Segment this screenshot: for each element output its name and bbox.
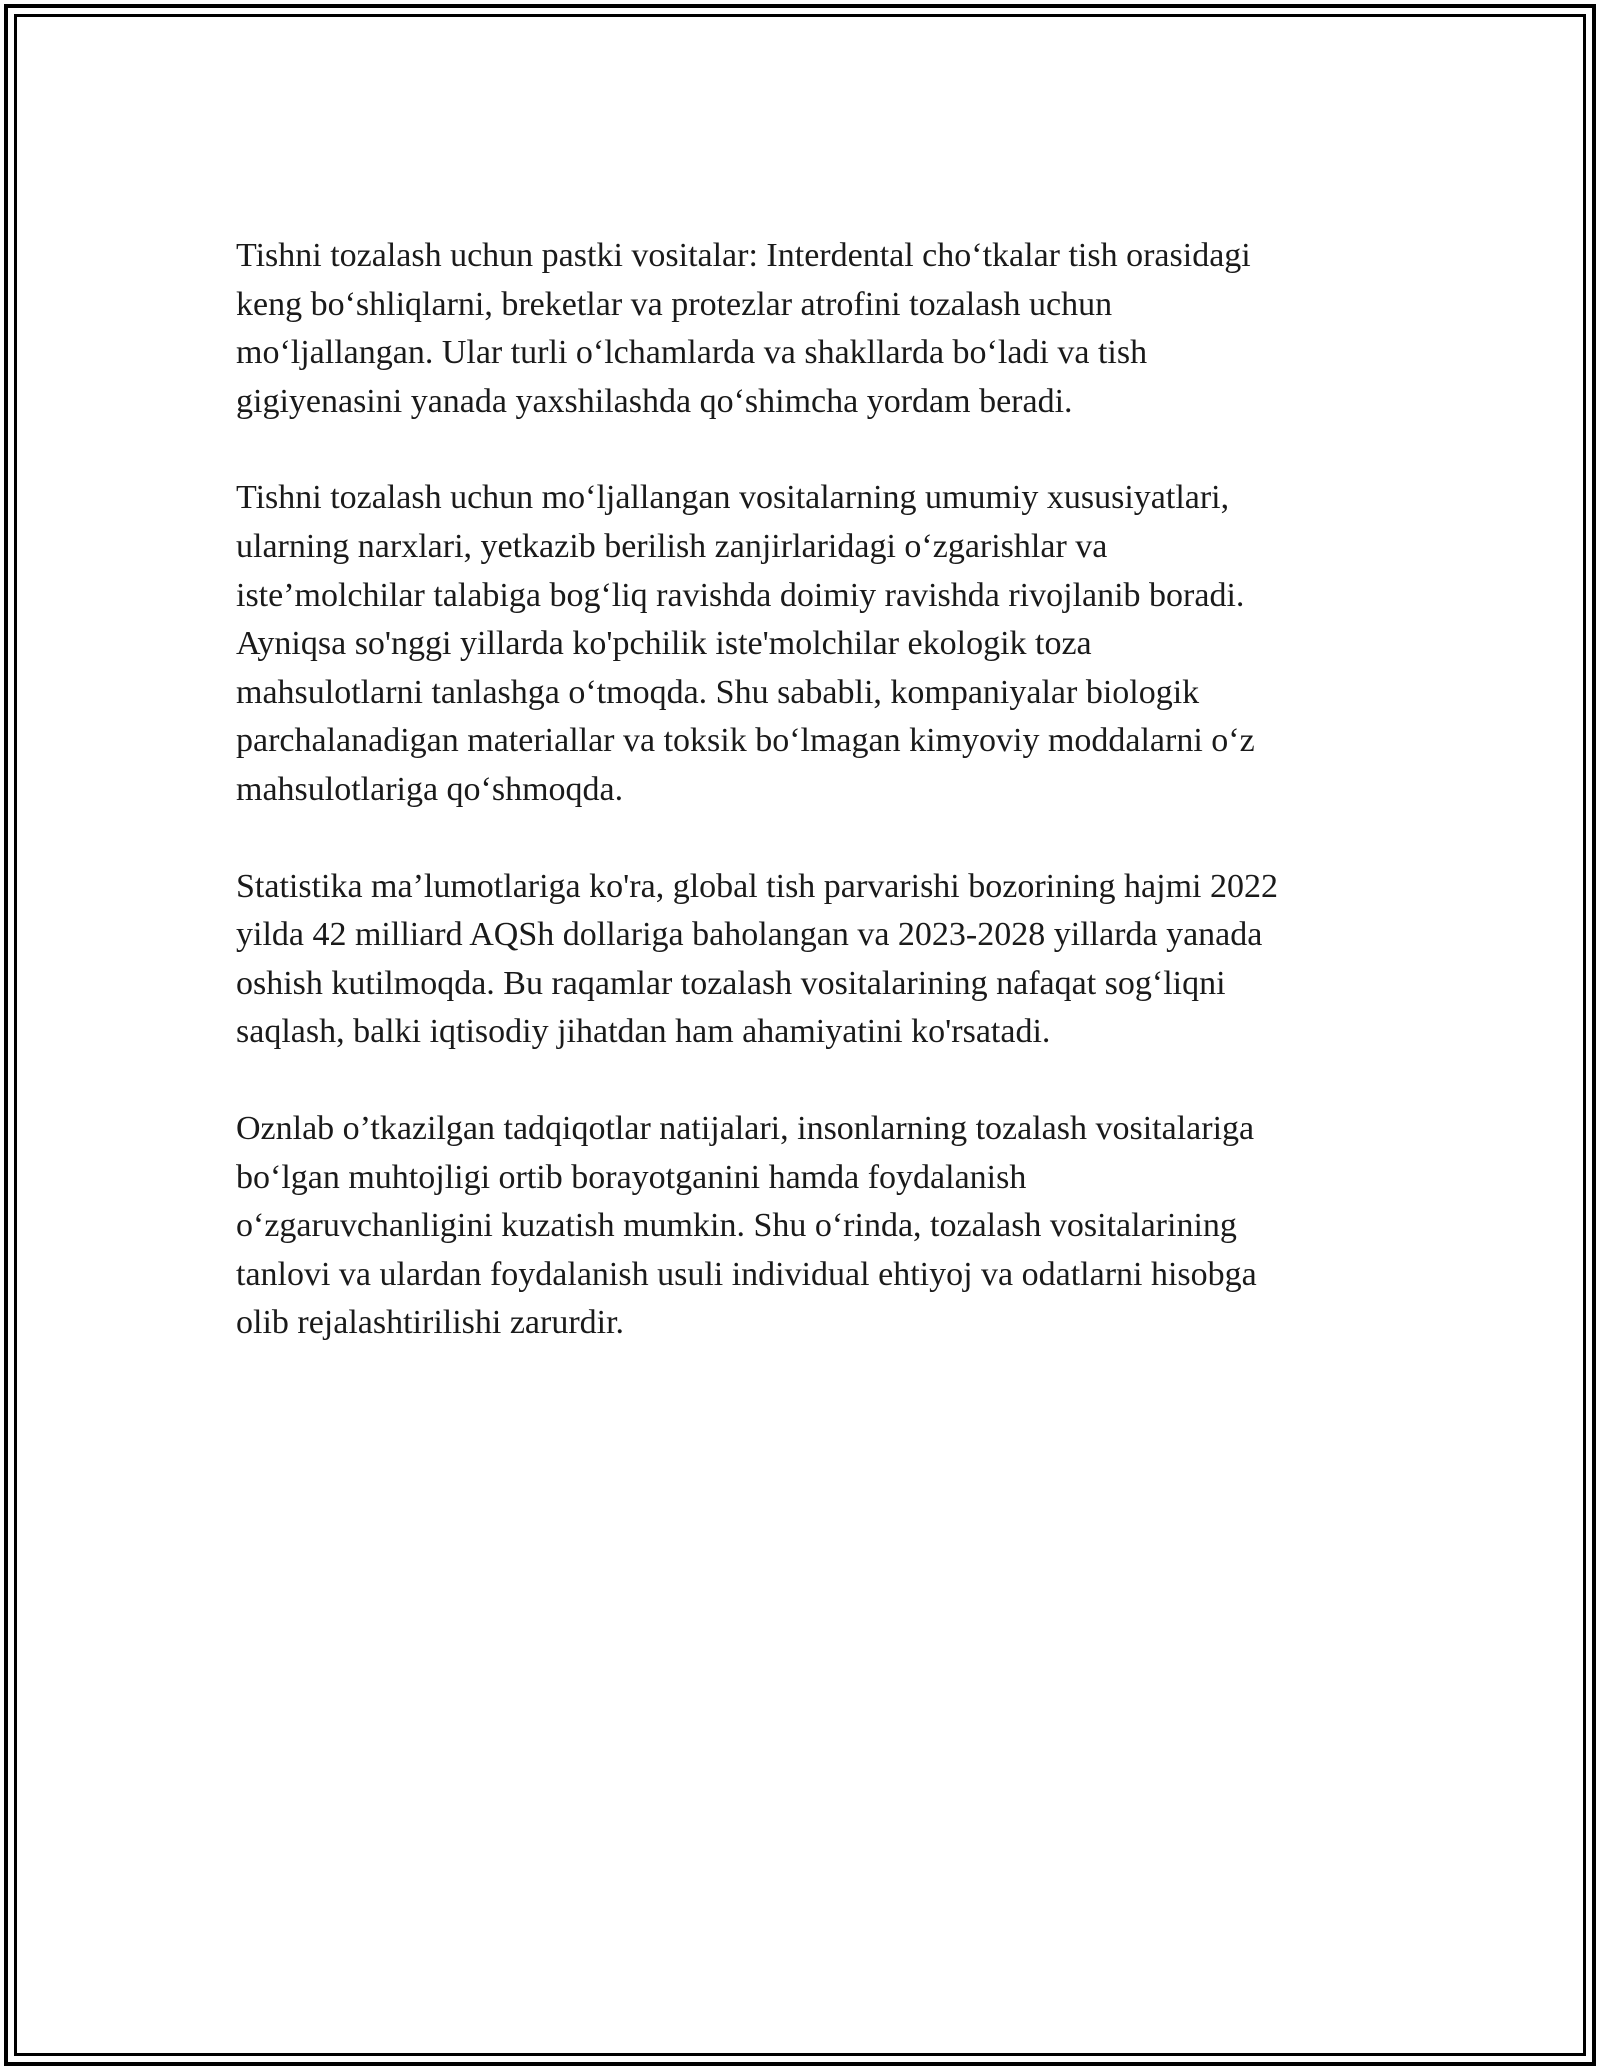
- paragraph-research-results: [236, 1105, 1366, 1348]
- text-line: mahsulotlarni tanlashga o‘tmoqda. Shu sababli, kompaniyalar biologik: [236, 673, 1200, 711]
- text-line: yilda 42 milliard AQSh dollariga baholangan va 2023-2028 yillarda yanada: [236, 916, 1263, 954]
- text-line: Tishni tozalash uchun mo‘ljallangan vositalarning umumiy xususiyatlari,: [236, 479, 1230, 517]
- text-line: gigiyenasini yanada yaxshilashda qo‘shimcha yordam beradi.: [236, 382, 1073, 420]
- text-line: o‘zgaruvchanligini kuzatish mumkin. Shu o‘rinda, tozalash vositalarining: [236, 1207, 1237, 1245]
- text-line: ularning narxlari, yetkazib berilish zanjirlaridagi o‘zgarishlar va: [236, 527, 1108, 565]
- text-line: Statistika ma’lumotlariga ko'ra, global tish parvarishi bozorining hajmi 2022: [236, 867, 1278, 905]
- text-line: iste’molchilar talabiga bog‘liq ravishda doimiy ravishda rivojlanib boradi.: [236, 576, 1245, 614]
- paragraph-interdental-brushes: [236, 232, 1366, 426]
- text-line: bo‘lgan muhtojligi ortib borayotganini hamda foydalanish: [236, 1158, 1027, 1196]
- text-line: parchalanadigan materiallar va toksik bo‘lmagan kimyoviy moddalarni o‘z: [236, 722, 1255, 760]
- paragraph-general-features: [236, 474, 1366, 814]
- text-line: olib rejalashtirilishi zarurdir.: [236, 1304, 625, 1342]
- text-line: Oznlab o’tkazilgan tadqiqotlar natijalari, insonlarning tozalash vositalariga: [236, 1109, 1255, 1147]
- document-body: [236, 232, 1366, 1396]
- text-line: tanlovi va ulardan foydalanish usuli individual ehtiyoj va odatlarni hisobga: [236, 1255, 1257, 1293]
- paragraph-statistics: [236, 863, 1366, 1057]
- text-line: Ayniqsa so'nggi yillarda ko'pchilik iste'molchilar ekologik toza: [236, 625, 1092, 663]
- text-line: mo‘ljallangan. Ular turli o‘lchamlarda va shakllarda bo‘ladi va tish: [236, 334, 1148, 372]
- text-line: saqlash, balki iqtisodiy jihatdan ham ahamiyatini ko'rsatadi.: [236, 1013, 1051, 1051]
- text-line: oshish kutilmoqda. Bu raqamlar tozalash vositalarining nafaqat sog‘liqni: [236, 964, 1226, 1002]
- text-line: Tishni tozalash uchun pastki vositalar: Interdental cho‘tkalar tish orasidagi: [236, 237, 1251, 274]
- text-line: keng bo‘shliqlarni, breketlar va protezlar atrofini tozalash uchun: [236, 285, 1113, 323]
- text-line: mahsulotlariga qo‘shmoqda.: [236, 770, 624, 808]
